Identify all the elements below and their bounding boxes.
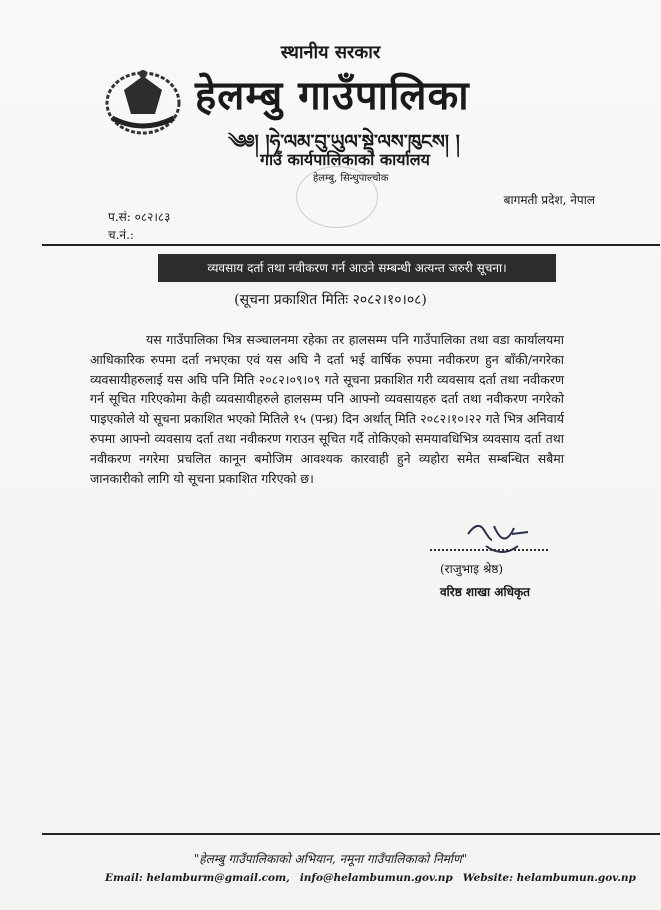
footer-contact xyxy=(105,872,646,884)
footer-divider xyxy=(42,833,660,835)
signer-name: (राजुभाइ श्रेष्ठ) xyxy=(440,562,504,576)
reference-number: प.सं: ०८२।८३ xyxy=(108,210,171,224)
tibetan-name: ༄༅། །ཧེ་ལམ་བུ་ཡུལ་སྡེ་ལས་ཁུངས། ། xyxy=(228,131,460,153)
published-date: (सूचना प्रकाशित मितिः २०८२।१०।०८) xyxy=(234,292,427,308)
signer-designation: वरिष्ठ शाखा अधिकृत xyxy=(440,585,531,599)
dispatch-number: च.नं.: xyxy=(108,228,134,242)
municipality-name: हेलम्बु गाउँपालिका xyxy=(195,72,470,119)
reference-block xyxy=(108,208,170,244)
footer-email-secondary[interactable]: info@helambumun.gov.np xyxy=(299,872,453,884)
notice-title: व्यवसाय दर्ता तथा नवीकरण गर्न आउने सम्बन्धी अत्यन्त जरुरी सूचना। xyxy=(158,254,556,282)
municipality-emblem-icon xyxy=(100,66,186,140)
office-address: हेलम्बु, सिन्धुपाल्चोक xyxy=(313,173,389,184)
header-divider xyxy=(42,244,660,246)
notice-body: यस गाउँपालिका भित्र सञ्चालनमा रहेका तर हालसम्म पनि गाउँपालिका तथा वडा कार्यालयमा आधिकारिक रुपमा दर्ता नभएका एवं यस अघि नै दर्ता भई वार्षिक रुपमा नवीकरण हुन बाँकी/नगरेका व्यवसायीहरुलाई यस अघि पनि मिति २०८२।०९।०९ गते सूचना प्रकाशित गरी व्यवसाय दर्ता तथा नवीकरण गर्न सूचित गरिएकोमा केही व्यवसायीहरुले हालसम्म पनि आफ्नो व्यवसायहरु दर्ता तथा नवीकरण नगरेको पाइएकोले यो सूचना प्रकाशित भएको मितिले १५ (पन्ध्र) दिन अर्थात् मिति २०८२।१०।२२ गते भित्र अनिवार्य रुपमा आफ्नो व्यवसाय दर्ता तथा नवीकरण गराउन सूचित गर्दै तोकिएको समयावधिभित्र व्यवसाय दर्ता तथा नवीकरण नगरेमा प्रचलित कानून बमोजिम आवश्यक कारवाही हुने व्यहोरा समेत सम्बन्धित सबैमा जानकारीको लागि यो सूचना प्रकाशित गरिएको छ। xyxy=(90,332,564,486)
handwritten-signature xyxy=(464,516,534,562)
footer-website[interactable]: Website: helambumun.gov.np xyxy=(462,872,636,884)
footer-email[interactable]: Email: helamburm@gmail.com, xyxy=(105,872,290,884)
footer-slogan: "हेलम्बु गाउँपालिकाको अभियान, नमूना गाउँपालिकाको निर्माण" xyxy=(193,852,468,866)
province-address: बागमती प्रदेश, नेपाल xyxy=(503,193,595,207)
signature-line xyxy=(430,549,548,551)
office-name: गाउँ कार्यपालिकाको कार्यालय xyxy=(260,150,430,169)
government-heading: स्थानीय सरकार xyxy=(280,42,381,63)
